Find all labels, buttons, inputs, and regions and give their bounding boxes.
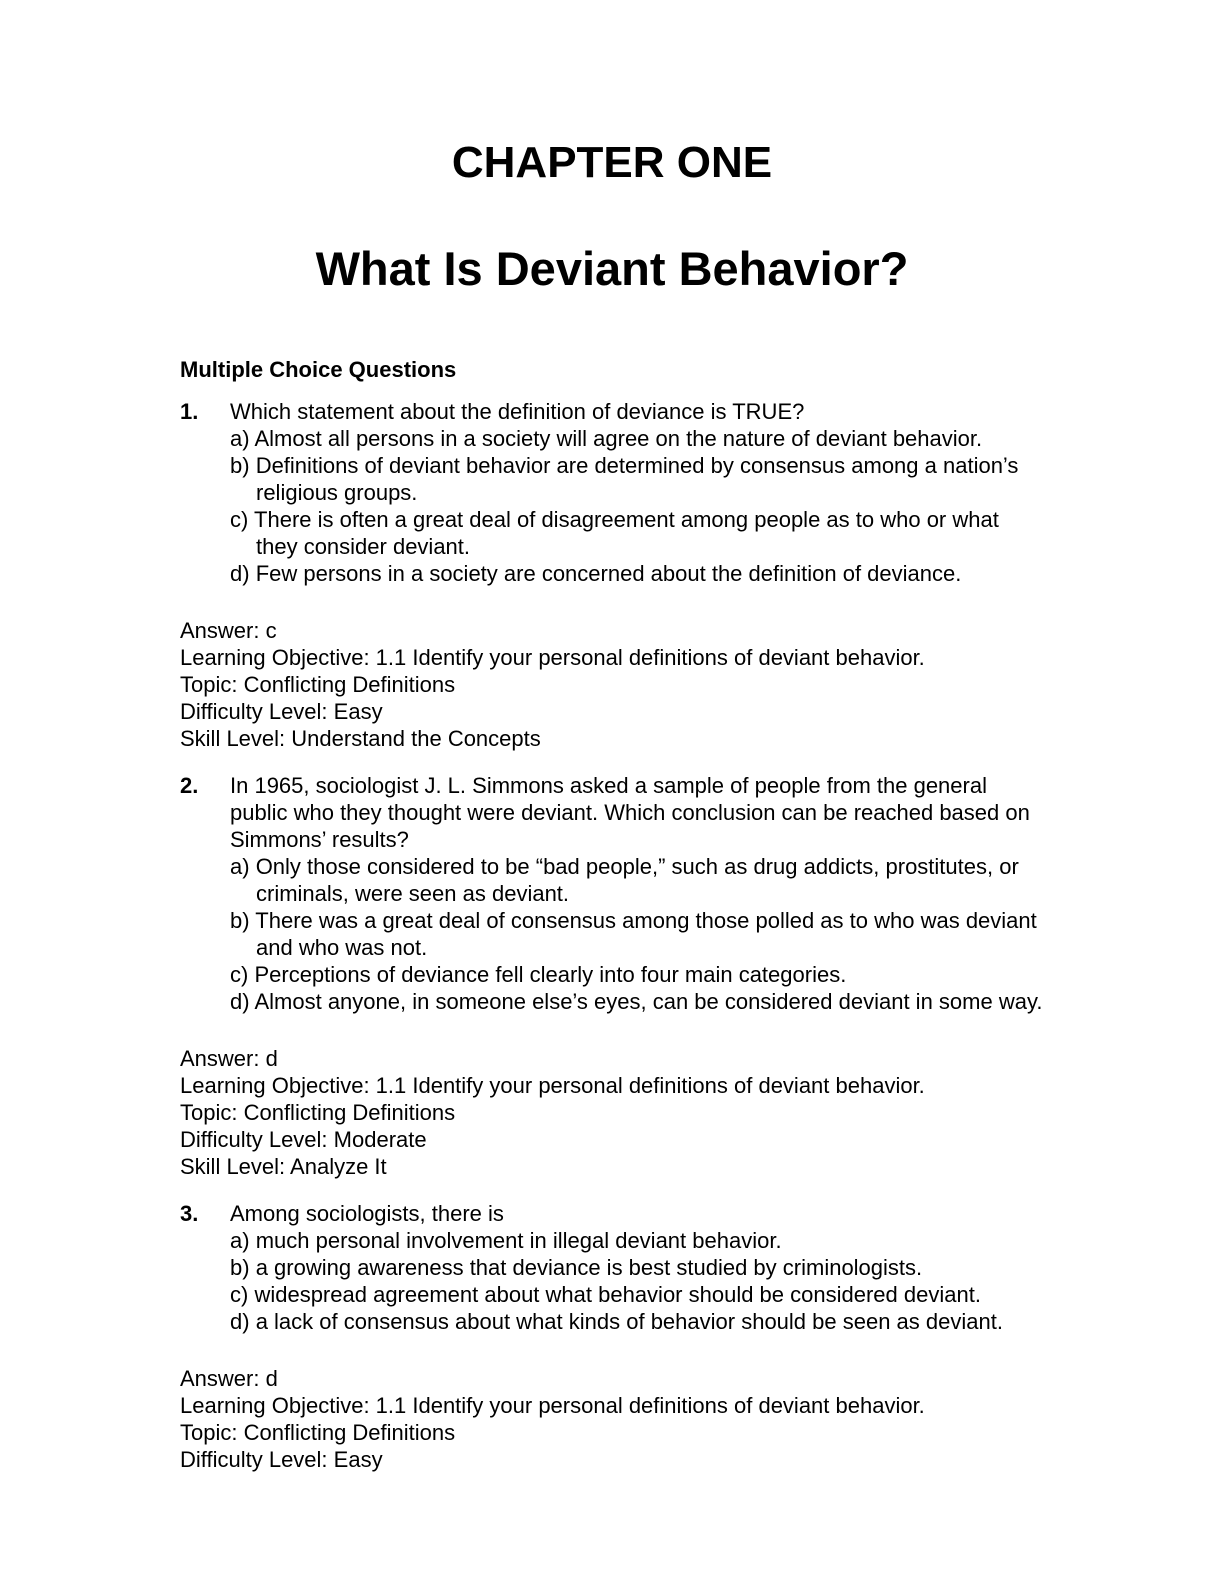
option-text: Almost all persons in a society will agree on the nature of deviant behavior.	[254, 426, 983, 452]
question-1-stem: Which statement about the definition of deviance is TRUE?	[230, 399, 805, 425]
option-label: b)	[230, 908, 250, 934]
option-label: d)	[230, 561, 250, 587]
section-heading: Multiple Choice Questions	[180, 357, 457, 383]
question-3-stem: Among sociologists, there is	[230, 1201, 504, 1227]
difficulty-line: Difficulty Level: Moderate	[180, 1127, 427, 1153]
question-2-body	[230, 772, 1044, 1015]
question-1	[180, 398, 1044, 587]
question-3-option-b	[230, 1254, 1044, 1281]
option-text: much personal involvement in illegal deviant behavior.	[255, 1228, 782, 1254]
answer-line: Answer: c	[180, 618, 277, 644]
question-2-number: 2.	[180, 773, 199, 799]
difficulty-line: Difficulty Level: Easy	[180, 1447, 383, 1473]
chapter-title: CHAPTER ONE	[451, 138, 773, 187]
topic-line: Topic: Conflicting Definitions	[180, 1420, 456, 1446]
option-text: Perceptions of deviance fell clearly into four main categories.	[254, 962, 847, 988]
topic-line: Topic: Conflicting Definitions	[180, 1100, 456, 1126]
question-1-option-d	[230, 560, 1044, 587]
option-label: c)	[230, 962, 249, 988]
question-2-option-b	[230, 907, 1044, 961]
question-3-answer-block	[180, 1365, 1044, 1473]
option-text: There is often a great deal of disagreement among people as to who or what they consider deviant.	[254, 507, 999, 560]
option-label: d)	[230, 1309, 250, 1335]
question-2-stem: In 1965, sociologist J. L. Simmons asked a sample of people from the general public who they thought were deviant. Which conclusion can be reached based on Simmons’ results?	[230, 773, 1030, 853]
answer-line: Answer: d	[180, 1046, 278, 1072]
option-text: a growing awareness that deviance is best studied by criminologists.	[255, 1255, 923, 1281]
option-label: a)	[230, 426, 250, 452]
question-2-option-a	[230, 853, 1044, 907]
question-1-body	[230, 398, 1044, 587]
option-text: a lack of consensus about what kinds of behavior should be seen as deviant.	[255, 1309, 1003, 1335]
question-2-option-d	[230, 988, 1044, 1015]
option-text: Almost anyone, in someone else’s eyes, can be considered deviant in some way.	[254, 989, 1043, 1015]
option-text: There was a great deal of consensus among those polled as to who was deviant and who was not.	[255, 908, 1037, 961]
difficulty-line: Difficulty Level: Easy	[180, 699, 383, 725]
option-label: c)	[230, 507, 249, 533]
question-1-answer-block	[180, 617, 1044, 752]
option-text: Definitions of deviant behavior are determined by consensus among a nation’s religious groups.	[255, 453, 1019, 506]
answer-line: Answer: d	[180, 1366, 278, 1392]
question-1-option-a	[230, 425, 1044, 452]
question-2-answer-block	[180, 1045, 1044, 1180]
question-3-number: 3.	[180, 1201, 199, 1227]
option-label: d)	[230, 989, 250, 1015]
question-2-option-c	[230, 961, 1044, 988]
question-1-number: 1.	[180, 399, 199, 425]
option-label: c)	[230, 1282, 249, 1308]
document-subtitle: What Is Deviant Behavior?	[315, 241, 909, 295]
question-2	[180, 772, 1044, 1015]
question-3-option-c	[230, 1281, 1044, 1308]
option-text: widespread agreement about what behavior should be considered deviant.	[254, 1282, 981, 1308]
skill-line: Skill Level: Understand the Concepts	[180, 726, 541, 752]
option-text: Few persons in a society are concerned about the definition of deviance.	[255, 561, 962, 587]
option-label: b)	[230, 453, 250, 479]
learning-objective-line: Learning Objective: 1.1 Identify your personal definitions of deviant behavior.	[180, 1073, 925, 1099]
question-1-option-c	[230, 506, 1044, 560]
learning-objective-line: Learning Objective: 1.1 Identify your personal definitions of deviant behavior.	[180, 645, 925, 671]
learning-objective-line: Learning Objective: 1.1 Identify your personal definitions of deviant behavior.	[180, 1393, 925, 1419]
question-3-option-d	[230, 1308, 1044, 1335]
skill-line: Skill Level: Analyze It	[180, 1154, 387, 1180]
topic-line: Topic: Conflicting Definitions	[180, 672, 456, 698]
option-label: b)	[230, 1255, 250, 1281]
option-text: Only those considered to be “bad people,” such as drug addicts, prostitutes, or criminals, were seen as deviant.	[255, 854, 1019, 907]
question-1-option-b	[230, 452, 1044, 506]
option-label: a)	[230, 1228, 250, 1254]
question-3-option-a	[230, 1227, 1044, 1254]
question-3	[180, 1200, 1044, 1335]
question-3-body	[230, 1200, 1044, 1335]
option-label: a)	[230, 854, 250, 880]
